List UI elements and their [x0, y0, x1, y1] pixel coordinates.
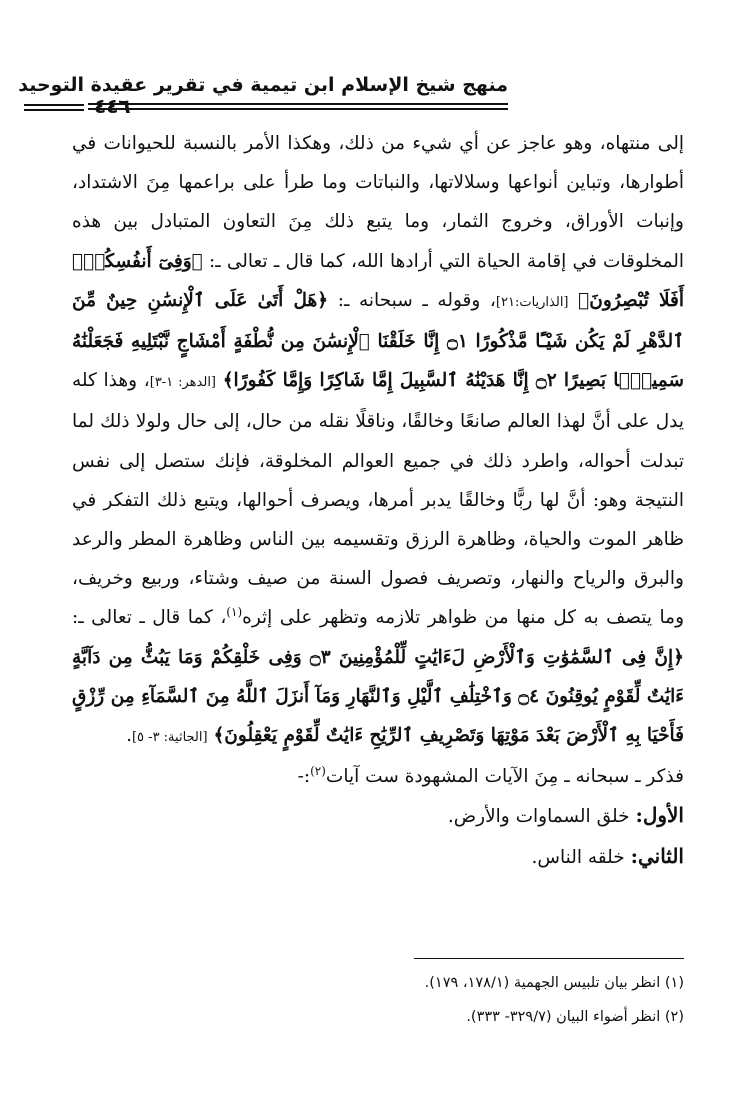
footnote-marker: (١): [226, 605, 243, 620]
page-number-bar-bottom: [24, 109, 84, 111]
running-header-title: منهج شيخ الإسلام ابن تيمية في تقرير عقيدة التوحيد: [18, 74, 508, 96]
verse-reference: [الذاريات:٢١]: [495, 294, 569, 310]
header-rule-bottom: [88, 108, 508, 110]
footnotes: [200, 966, 684, 1034]
page-number: ٤٤٦: [94, 94, 131, 118]
quran-verse: ﴿إِنَّ فِى ٱلسَّمَٰوَٰتِ وَٱلْأَرْضِ لَءَايَٰتٍ لِّلْمُؤْمِنِينَ ۝٣ وَفِى خَلْقِكُمْ وَمَا يَبُثُّ مِن دَآبَّةٍ ءَايَٰتٌ لِّقَوْمٍ يُوقِنُونَ ۝٤ وَٱخْتِلَٰفِ ٱلَّيْلِ وَٱلنَّهَارِ وَمَآ أَنزَلَ ٱللَّهُ مِنَ ٱلسَّمَآءِ مِن رِّزْقٍ فَأَحْيَا بِهِ ٱلْأَرْضَ بَعْدَ مَوْتِهَا وَتَصْرِيفِ ٱلرِّيَٰحِ ءَايَٰتٌ لِّقَوْمٍ يَعْقِلُونَ﴾: [72, 646, 684, 747]
footnote-separator: [414, 958, 684, 959]
verse-reference: [الدهر: ١-٣]: [149, 375, 217, 391]
item-text: خلقه الناس.: [531, 846, 631, 868]
item-label: الأول:: [635, 803, 684, 828]
main-text: [72, 124, 684, 877]
text-run: ، كما قال ـ تعالى ـ:: [72, 607, 227, 629]
list-item-second: [72, 837, 684, 877]
list-item-first: [72, 796, 684, 836]
quran-verse: ﴿هَلْ أَتَىٰ عَلَى ٱلْإِنسَٰنِ حِينٌ مِّنَ ٱلدَّهْرِ لَمْ يَكُن شَيْـًٔا مَّذْكُورًا ۝١ إِنَّا خَلَقْنَا ٱلْإِنسَٰنَ مِن نُّطْفَةٍ أَمْشَاجٍ نَّبْتَلِيهِ فَجَعَلْنَٰهُ سَمِيعًۢا بَصِيرًا ۝٢ إِنَّا هَدَيْنَٰهُ ٱلسَّبِيلَ إِمَّا شَاكِرًا وَإِمَّا كَفُورًا﴾: [72, 289, 684, 392]
text-run: إلى منتهاه، وهو عاجز عن أي شيء من ذلك، وهكذا الأمر بالنسبة للحيوانات في أطوارها، وتباين أنواعها وسلالاتها، والنباتات وما طرأ على براعمها مِنَ الاشتداد، وإنبات الأوراق، وخروج الثمار، وما يتبع ذلك مِنَ التعاون المتبادل بين هذه المخلوقات في إقامة الحياة التي أرادها الله، كما قال ـ تعالى ـ:: [72, 133, 684, 272]
paragraph-1: [72, 124, 684, 757]
footnote-2: (٢) انظر أضواء البيان (٣٢٩/٧- ٣٣٣).: [466, 1009, 684, 1025]
header-rule-top: [88, 103, 508, 105]
text-run: ، وقوله ـ سبحانه ـ:: [328, 289, 496, 311]
page-number-bar-top: [24, 104, 84, 106]
item-label: الثاني:: [630, 843, 684, 868]
text-run: .: [126, 725, 132, 747]
text-run: :-: [297, 766, 311, 788]
item-text: خلق السماوات والأرض.: [447, 806, 636, 828]
footnote-1: (١) انظر بيان تلبيس الجهمية (١٧٨/١، ١٧٩).: [424, 975, 684, 991]
paragraph-2: [72, 757, 684, 796]
footnote-marker: (٢): [310, 764, 326, 779]
quran-verse: ﴿وَفِىٓ أَنفُسِكُمْۚ أَفَلَا تُبْصِرُونَ﴾: [72, 250, 684, 311]
verse-reference: [الجاثية: ٣- ٥]: [131, 730, 208, 746]
text-run: فذكر ـ سبحانه ـ مِنَ الآيات المشهودة ست آيات: [325, 766, 684, 788]
text-run: ، وهذا كله يدل على أنَّ لهذا العالم صانعًا وخالقًا، وناقلًا نقله من حال، إلى حال ولولا ذلك لما تبدلت أحواله، واطرد ذلك في جميع العوالم المخلوقة، فإنك ستصل إلى نفس النتيجة وهو: أنَّ لها ربًّا وخالقًا يدبر أمرها، ويصرف أحوالها، ويتبع ذلك التفكر في ظاهر الموت والحياة، وظاهرة الرزق وتقسيمه بين الناس وظاهرة المطر والرعد والبرق والرياح والنهار، وتصريف فصول السنة من صيف وشتاء، وربيع وخريف، وما يتصف به كل منها من ظواهر تلازمه وتظهر على إثره: [72, 370, 684, 629]
